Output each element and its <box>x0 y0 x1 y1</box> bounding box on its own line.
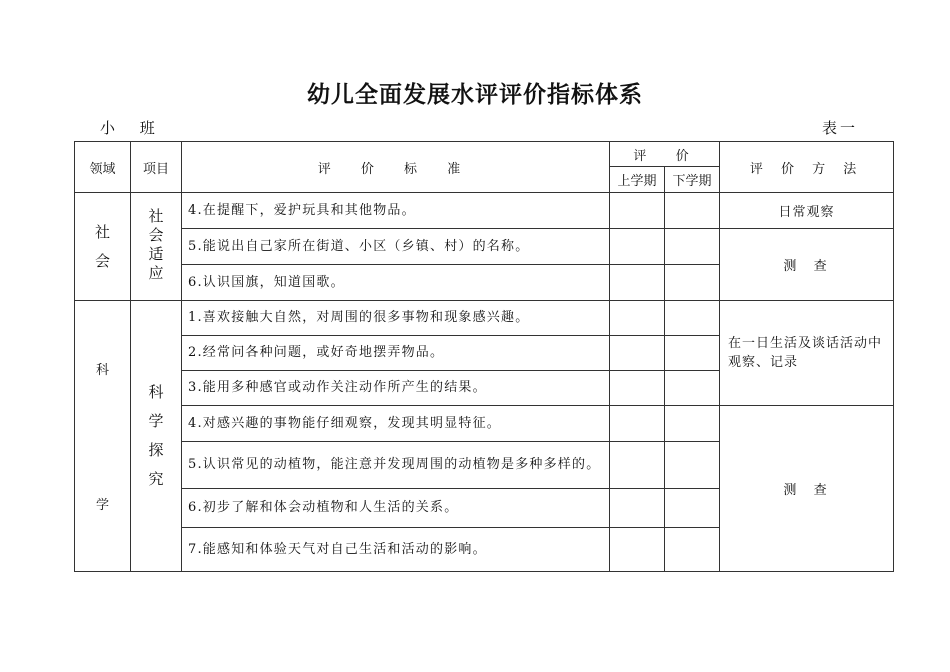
class-label: 小 班 <box>100 119 165 137</box>
score-cell-sem2[interactable] <box>665 229 720 265</box>
method-cell: 在一日生活及谈话活动中观察、记录 <box>720 301 894 406</box>
header-domain: 领域 <box>75 142 131 193</box>
score-cell-sem2[interactable] <box>665 371 720 406</box>
score-cell-sem1[interactable] <box>610 489 665 528</box>
score-cell-sem1[interactable] <box>610 528 665 572</box>
score-cell-sem2[interactable] <box>665 442 720 489</box>
item-label: 社会适应 <box>148 207 164 282</box>
score-cell-sem2[interactable] <box>665 406 720 442</box>
domain-label: 社会 <box>94 222 110 270</box>
score-cell-sem2[interactable] <box>665 336 720 371</box>
criterion-cell: 2.经常问各种问题，或好奇地摆弄物品。 <box>182 336 610 371</box>
item-cell-social <box>131 193 182 301</box>
header-evaluation: 评 价 <box>610 142 720 167</box>
table-row <box>75 193 894 229</box>
score-cell-sem2[interactable] <box>665 265 720 301</box>
criterion-cell: 5.认识常见的动植物，能注意并发现周围的动植物是多种多样的。 <box>182 442 610 489</box>
score-cell-sem1[interactable] <box>610 442 665 489</box>
header-semester-1: 上学期 <box>610 167 665 193</box>
method-cell: 日常观察 <box>720 193 894 229</box>
criterion-cell: 4.在提醒下，爱护玩具和其他物品。 <box>182 193 610 229</box>
score-cell-sem2[interactable] <box>665 193 720 229</box>
score-cell-sem1[interactable] <box>610 371 665 406</box>
table-row <box>75 406 894 442</box>
page-title: 幼儿全面发展水评评价指标体系 <box>307 82 643 108</box>
score-cell-sem2[interactable] <box>665 301 720 336</box>
item-cell-science <box>131 301 182 572</box>
score-cell-sem2[interactable] <box>665 489 720 528</box>
header-item: 项目 <box>131 142 182 193</box>
criterion-cell: 3.能用多种感官或动作关注动作所产生的结果。 <box>182 371 610 406</box>
score-cell-sem1[interactable] <box>610 406 665 442</box>
score-cell-sem1[interactable] <box>610 229 665 265</box>
criterion-cell: 7.能感知和体验天气对自己生活和活动的影响。 <box>182 528 610 572</box>
criterion-cell: 4.对感兴趣的事物能仔细观察，发现其明显特征。 <box>182 406 610 442</box>
criterion-cell: 6.初步了解和体会动植物和人生活的关系。 <box>182 489 610 528</box>
header-method: 评 价 方 法 <box>720 142 894 193</box>
criterion-cell: 5.能说出自己家所在街道、小区（乡镇、村）的名称。 <box>182 229 610 265</box>
criterion-cell: 1.喜欢接触大自然，对周围的很多事物和现象感兴趣。 <box>182 301 610 336</box>
score-cell-sem1[interactable] <box>610 193 665 229</box>
header-semester-2: 下学期 <box>665 167 720 193</box>
score-cell-sem1[interactable] <box>610 301 665 336</box>
table-label: 表一 <box>822 119 859 137</box>
domain-cell-science <box>75 301 131 572</box>
domain-cell-social <box>75 193 131 301</box>
criterion-cell: 6.认识国旗，知道国歌。 <box>182 265 610 301</box>
table-row <box>75 301 894 336</box>
evaluation-table <box>74 141 894 572</box>
score-cell-sem1[interactable] <box>610 265 665 301</box>
score-cell-sem2[interactable] <box>665 528 720 572</box>
item-label: 科学探究 <box>148 383 164 488</box>
domain-label-bottom: 学 <box>95 498 109 513</box>
score-cell-sem1[interactable] <box>610 336 665 371</box>
header-criteria: 评 价 标 准 <box>182 142 610 193</box>
method-cell: 测 查 <box>720 229 894 301</box>
method-cell: 测 查 <box>720 406 894 572</box>
table-row <box>75 229 894 265</box>
domain-label-top: 科 <box>95 363 109 378</box>
